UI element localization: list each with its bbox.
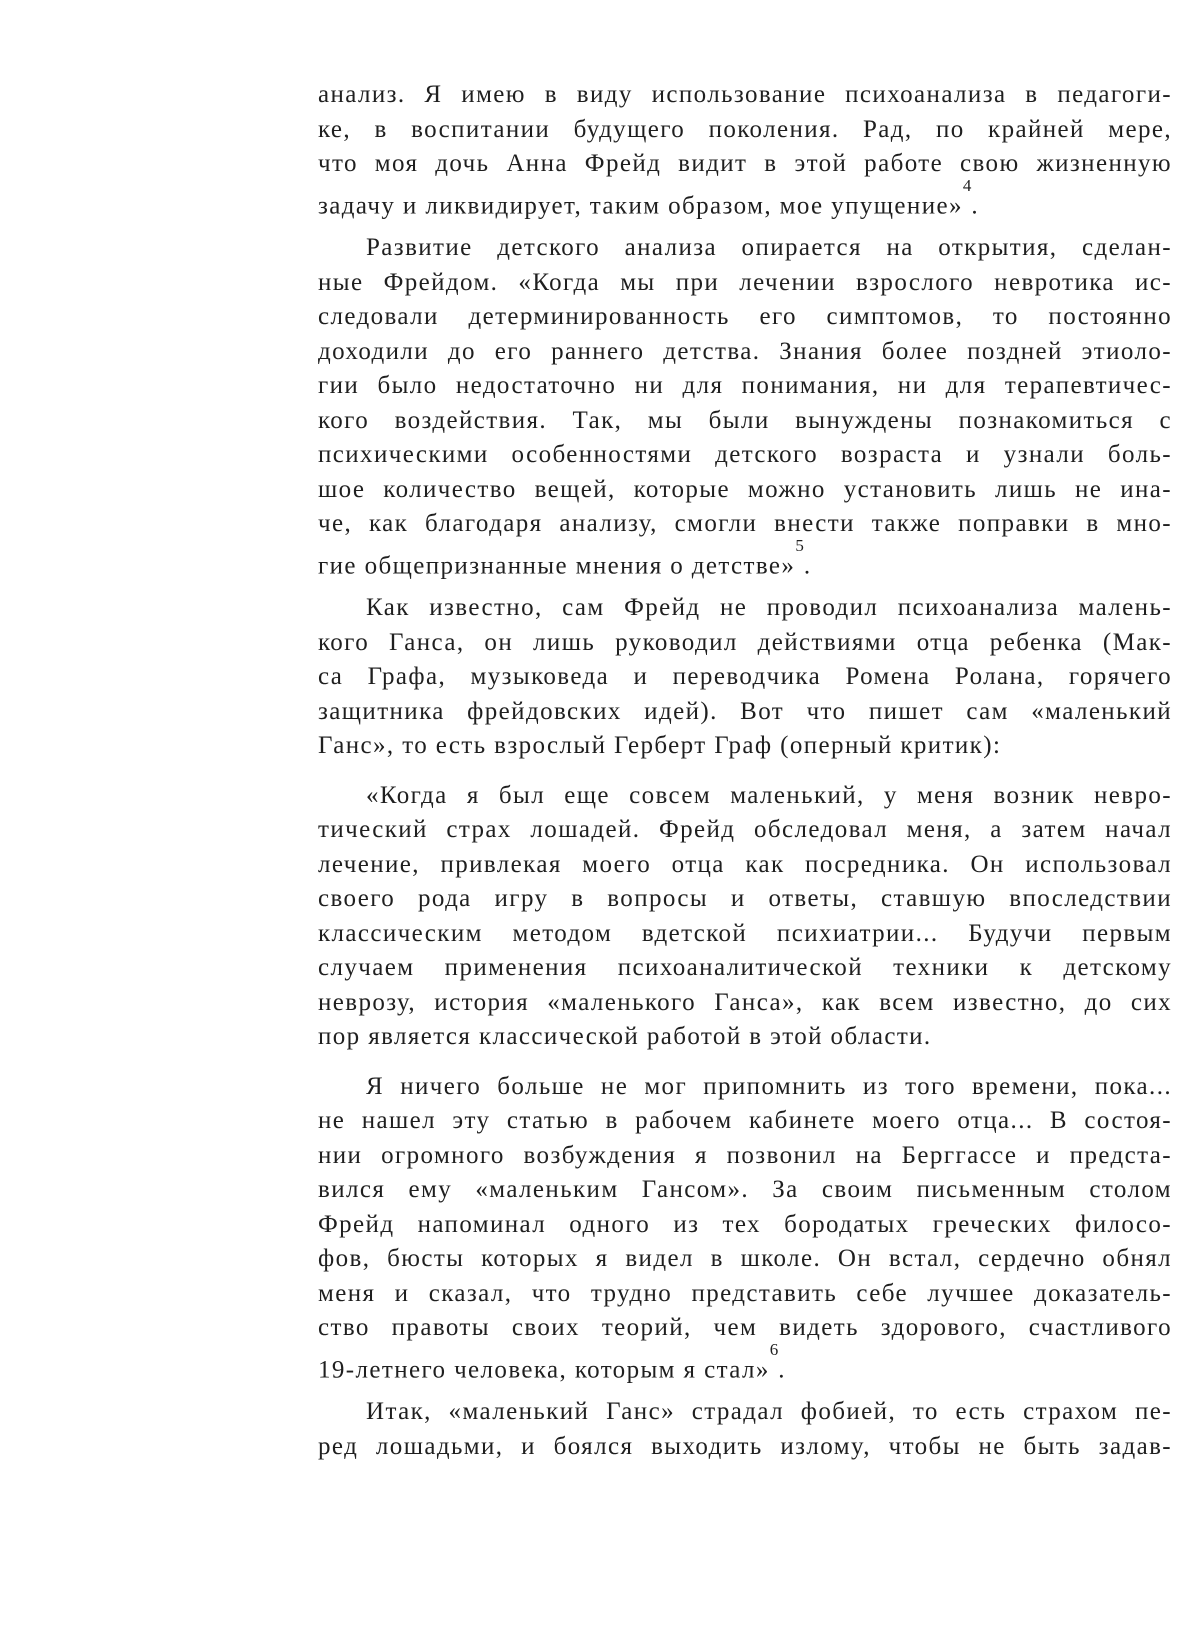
text-line: [318, 535, 1172, 579]
footnote-marker[interactable]: 4: [962, 175, 972, 195]
text-line: ство правоты своих теорий, чем видеть здорового, счастливого: [318, 1314, 1172, 1341]
punctuation: .: [803, 551, 812, 579]
text-line: шое количество вещей, которые можно установить лишь не ина-: [318, 475, 1172, 503]
text-line: доходили до его раннего детства. Знания более поздней этиоло-: [318, 337, 1172, 365]
text-line: «Когда я был еще совсем маленький, у меня возник невро-: [366, 781, 1172, 809]
text-line-content: пор является классической работой в этой области.: [318, 1023, 932, 1050]
punctuation: .: [971, 191, 980, 219]
text-line: случаем применения психоаналитической техники к детскому: [318, 954, 1172, 981]
text-line: нии огромного возбуждения я позвонил на Берггассе и предста-: [318, 1141, 1172, 1169]
punctuation: .: [778, 1355, 786, 1383]
text-line: [318, 1020, 1172, 1055]
text-line: классическим методом вдетской психиатрии... Будучи первым: [318, 919, 1172, 947]
text-line: Итак, «маленький Ганс» страдал фобией, то есть страхом пе-: [366, 1398, 1172, 1425]
text-line: Развитие детского анализа опирается на открытия, сделан-: [366, 234, 1172, 261]
text-line: че, как благодаря анализу, смогли внести также поправки в мно-: [318, 510, 1172, 537]
text-line: фов, бюсты которых я видел в школе. Он встал, сердечно обнял: [318, 1245, 1172, 1272]
text-line-content: гие общепризнанные мнения о детстве»: [318, 551, 796, 579]
paragraph: [318, 591, 1172, 764]
text-line: анализ. Я имею в виду использование психоанализа в педагоги-: [318, 81, 1172, 108]
paragraph: [318, 1070, 1172, 1381]
footnote-marker[interactable]: 5: [795, 535, 804, 555]
text-line: лечение, привлекая моего отца как посредника. Он использовал: [318, 850, 1172, 878]
text-line: [318, 175, 1172, 219]
text-line: тический страх лошадей. Фрейд обследовал меня, а затем начал: [318, 816, 1172, 843]
text-line: неврозу, история «маленького Ганса», как всем известно, до сих: [318, 988, 1172, 1016]
text-line: Фрейд напоминал одного из тех бородатых греческих филосо-: [318, 1210, 1172, 1238]
text-line-content: задачу и ликвидирует, таким образом, мое упущение»: [318, 191, 963, 219]
text-line: меня и сказал, что трудно представить себе лучшее доказатель-: [318, 1279, 1172, 1307]
text-line-content: Ганс», то есть взрослый Герберт Граф (оперный критик):: [318, 732, 1002, 759]
text-line-content: 19-летнего человека, которым я стал»: [318, 1355, 770, 1383]
text-line: что моя дочь Анна Фрейд видит в этой работе свою жизненную: [318, 150, 1172, 177]
text-line: ные Фрейдом. «Когда мы при лечении взрослого невротика ис-: [318, 268, 1172, 296]
text-line: ред лошадьми, и боялся выходить изломy, чтобы не быть задав-: [318, 1432, 1172, 1460]
paragraph: [318, 78, 1172, 219]
paragraph: [318, 1395, 1172, 1464]
footnote-marker[interactable]: 6: [769, 1339, 779, 1359]
text-line: защитника фрейдовских идей). Вот что пишет сам «маленький: [318, 697, 1172, 725]
text-line: своего рода игру в вопросы и ответы, ставшую впоследствии: [318, 885, 1172, 912]
text-line: Я ничего больше не мог припомнить из того времени, пока...: [366, 1072, 1172, 1100]
paragraph: [318, 231, 1172, 579]
text-line: гии было недостаточно ни для понимания, ни для терапевтичес-: [318, 372, 1172, 399]
text-line: следовали детерминированность его симптомов, то постоянно: [318, 303, 1172, 330]
text-line: кого Ганса, он лишь руководил действиями отца ребенка (Мак-: [318, 628, 1172, 656]
text-line: вился ему «маленьким Гансом». За своим письменным столом: [318, 1176, 1172, 1203]
text-line: не нашел эту статью в рабочем кабинете моего отца... В состоя-: [318, 1107, 1172, 1134]
text-line: [318, 1339, 1172, 1383]
body-text: [318, 78, 1172, 1479]
text-line: Как известно, сам Фрейд не проводил психоанализа малень-: [366, 594, 1172, 621]
text-line: кого воздействия. Так, мы были вынуждены познакомиться с: [318, 406, 1172, 434]
text-line: психическими особенностями детского возраста и узнали боль-: [318, 441, 1172, 468]
text-line: ке, в воспитании будущего поколения. Рад, по крайней мере,: [318, 115, 1172, 143]
text-line: са Графа, музыковеда и переводчика Ромена Ролана, горячего: [318, 663, 1172, 690]
paragraph: [318, 779, 1172, 1055]
text-line: [318, 729, 1172, 764]
